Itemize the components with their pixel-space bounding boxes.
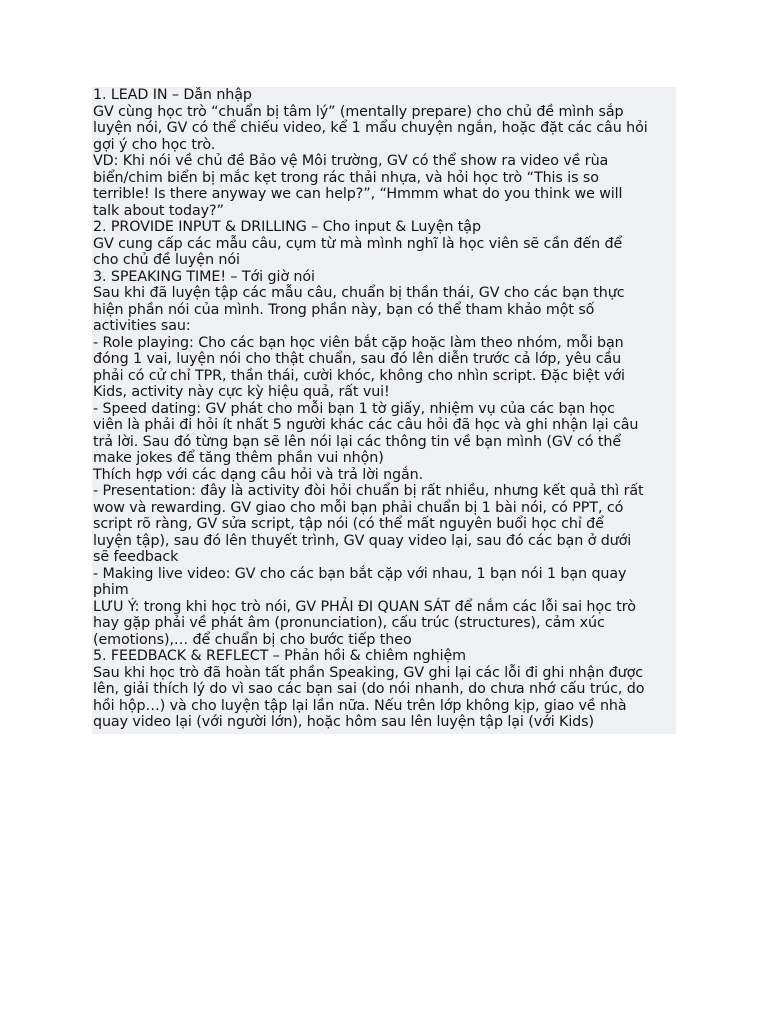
- document-text-block: [92, 87, 676, 734]
- paragraph-line: đóng 1 vai, luyện nói cho thật chuẩn, sau đó lên diễn trước cả lớp, yêu cầu: [93, 351, 622, 367]
- paragraph-line: quay video lại (với người lớn), hoặc hôm sau lên luyện tập lại (với Kids): [93, 714, 594, 730]
- section-heading-feedback-reflect: 5. FEEDBACK & REFLECT – Phản hồi & chiêm nghiệm: [93, 648, 466, 664]
- paragraph-line: sẽ feedback: [93, 549, 179, 565]
- paragraph-line: GV cung cấp các mẫu câu, cụm từ mà mình nghĩ là học viên sẽ cần đến để: [93, 235, 623, 252]
- paragraph-line: GV cùng học trò “chuẩn bị tâm lý” (mentally prepare) cho chủ đề mình sắp: [93, 103, 624, 120]
- paragraph-line: Kids, activity này cực kỳ hiệu quả, rất vui!: [93, 384, 390, 400]
- paragraph-line: viên là phải đi hỏi ít nhất 5 người khác các câu hỏi đã học và ghi nhận lại câu: [93, 417, 639, 433]
- section-heading-provide-input: 2. PROVIDE INPUT & DRILLING – Cho input & Luyện tập: [93, 219, 481, 235]
- paragraph-line: lên, giải thích lý do vì sao các bạn sai (do nói nhanh, do chưa nhớ cấu trúc, do: [93, 681, 645, 697]
- paragraph-line: activities sau:: [93, 318, 191, 334]
- paragraph-line: talk about today?”: [93, 202, 224, 219]
- list-item-presentation: - Presentation: đây là activity đòi hỏi chuẩn bị rất nhiều, nhưng kết quả thì rất: [93, 483, 644, 499]
- paragraph-line: terrible! Is there anyway we can help?”, “Hmmm what do you think we will: [93, 186, 623, 202]
- paragraph-line: cho chủ đề luyện nói: [93, 252, 240, 268]
- paragraph-line: luyện tập), sau đó lên thuyết trình, GV quay video lại, sau đó các bạn ở dưới: [93, 532, 632, 549]
- section-heading-lead-in: 1. LEAD IN – Dẫn nhập: [93, 87, 252, 103]
- paragraph-line: biển/chim biển bị mắc kẹt trong rác thải nhựa, và hỏi học trò “This is so: [93, 169, 599, 186]
- paragraph-line: (emotions),… để chuẩn bị cho bước tiếp theo: [93, 631, 412, 648]
- paragraph-line: Sau khi đã luyện tập các mẫu câu, chuẩn bị thần thái, GV cho các bạn thực: [93, 285, 625, 301]
- paragraph-line: wow và rewarding. GV giao cho mỗi bạn phải chuẩn bị 1 bài nói, có PPT, có: [93, 499, 624, 516]
- paragraph-line: hay gặp phải về phát âm (pronunciation), cấu trúc (structures), cảm xúc: [93, 615, 605, 631]
- paragraph-line: Sau khi học trò đã hoàn tất phần Speaking, GV ghi lại các lỗi đi ghi nhận được: [93, 664, 643, 681]
- list-item-speed-dating: - Speed dating: GV phát cho mỗi bạn 1 tờ giấy, nhiệm vụ của các bạn học: [93, 400, 615, 417]
- paragraph-line: gợi ý cho học trò.: [93, 136, 216, 153]
- list-item-making-live-video: - Making live video: GV cho các bạn bắt cặp với nhau, 1 bạn nói 1 bạn quay: [93, 565, 627, 582]
- paragraph-line: script rõ ràng, GV sửa script, tập nói (có thể mất nguyên buổi học chỉ để: [93, 516, 604, 532]
- paragraph-line: make jokes để tăng thêm phần vui nhộn): [93, 450, 384, 466]
- list-item-role-playing: - Role playing: Cho các bạn học viên bắt cặp hoặc làm theo nhóm, mỗi bạn: [93, 334, 624, 351]
- paragraph-line: VD: Khi nói về chủ đề Bảo vệ Môi trường, GV có thể show ra video về rùa: [93, 153, 609, 169]
- paragraph-line: luyện nói, GV có thể chiếu video, kể 1 mẩu chuyện ngắn, hoặc đặt các câu hỏi: [93, 120, 648, 136]
- paragraph-line: trả lời. Sau đó từng bạn sẽ lên nói lại các thông tin về bạn mình (GV có thể: [93, 433, 622, 450]
- paragraph-line: phải có cử chỉ TPR, thần thái, cười khóc, không cho nhìn script. Đặc biệt với: [93, 367, 625, 384]
- paragraph-line: phim: [93, 582, 129, 598]
- section-heading-speaking-time: 3. SPEAKING TIME! – Tới giờ nói: [93, 268, 315, 285]
- paragraph-line: hồi hộp…) và cho luyện tập lại lần nữa. Nếu trên lớp không kịp, giao về nhà: [93, 697, 627, 714]
- paragraph-line: hiện phần nói của mình. Trong phần này, bạn có thể tham khảo một số: [93, 301, 595, 318]
- paragraph-line: Thích hợp với các dạng câu hỏi và trả lời ngắn.: [93, 466, 424, 483]
- note-line: LƯU Ý: trong khi học trò nói, GV PHẢI ĐI QUAN SÁT để nắm các lỗi sai học trò: [93, 598, 636, 615]
